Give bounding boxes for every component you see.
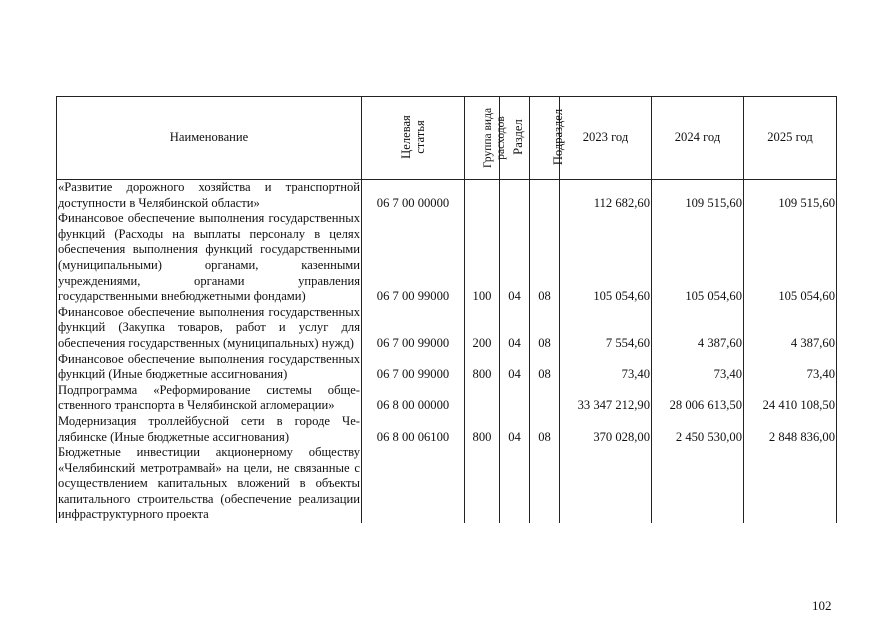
row-group: 100 xyxy=(465,211,500,305)
row-target: 06 8 00 00000 xyxy=(362,383,465,414)
row-name: Модернизация троллейбусной сети в городе Челябинске (Иные бюджетные ассигнования) xyxy=(58,413,360,444)
row-group: 200 xyxy=(465,305,500,352)
row-target: 06 7 00 99000 xyxy=(362,305,465,352)
row-2024: 28 006 613,50 xyxy=(652,383,744,414)
row-2023: 7 554,60 xyxy=(560,305,652,352)
row-name: Финансовое обеспечение выполнения государственных функций (Закупка товаров, работ и услуг для обеспечения государственных (муниципальных) нужд) xyxy=(58,304,360,350)
row-name: Бюджетные инвестиции акционерному обществу «Челябинский метротрамвай» на цели, не связанные с осуществлением капитальных вложений в объекты капитального строительства (обеспечение реализации инфраструктурного проекта xyxy=(58,445,360,522)
row-2023: 105 054,60 xyxy=(560,211,652,305)
table-row xyxy=(57,180,837,212)
table-row xyxy=(57,414,837,445)
table-row xyxy=(57,352,837,383)
row-subsection: 08 xyxy=(530,305,560,352)
row-2024: 2 450 530,00 xyxy=(652,414,744,445)
row-target: 06 8 00 06100 xyxy=(362,414,465,445)
row-2023: 33 347 212,90 xyxy=(560,383,652,414)
row-group: 800 xyxy=(465,414,500,445)
row-2025 xyxy=(744,445,837,523)
table-row xyxy=(57,305,837,352)
row-2025: 105 054,60 xyxy=(744,211,837,305)
row-2024: 109 515,60 xyxy=(652,180,744,212)
row-2023: 73,40 xyxy=(560,352,652,383)
row-target: 06 7 00 99000 xyxy=(362,352,465,383)
row-target: 06 7 00 99000 xyxy=(362,211,465,305)
header-expense-group: Группа вида расходов xyxy=(465,97,500,180)
header-2025: 2025 год xyxy=(744,97,837,180)
row-name: «Развитие дорожного хозяйства и транспортной доступности в Челябинской области» xyxy=(58,180,360,210)
row-2023: 112 682,60 xyxy=(560,180,652,212)
row-name: Финансовое обеспечение выполнения государственных функций (Расходы на выплаты персоналу в целях обеспечения выполнения функций государственными (муниципальными) органами, казенными учреждениями, органами управления государственными внебюджетными фондами) xyxy=(58,211,360,304)
row-target xyxy=(362,445,465,523)
row-2023 xyxy=(560,445,652,523)
budget-table xyxy=(56,96,837,523)
header-section: Раздел xyxy=(500,97,530,180)
header-name: Наименование xyxy=(57,97,362,180)
row-subsection: 08 xyxy=(530,211,560,305)
row-2024 xyxy=(652,445,744,523)
row-section xyxy=(500,180,530,212)
row-group xyxy=(465,445,500,523)
row-target: 06 7 00 00000 xyxy=(362,180,465,212)
table-row xyxy=(57,211,837,305)
row-2025: 2 848 836,00 xyxy=(744,414,837,445)
row-subsection xyxy=(530,445,560,523)
row-group xyxy=(465,180,500,212)
row-2023: 370 028,00 xyxy=(560,414,652,445)
row-2024: 73,40 xyxy=(652,352,744,383)
row-2025: 109 515,60 xyxy=(744,180,837,212)
header-target-article: Целевая статья xyxy=(362,97,465,180)
table-row xyxy=(57,445,837,523)
row-subsection: 08 xyxy=(530,414,560,445)
row-section: 04 xyxy=(500,211,530,305)
page-number: 102 xyxy=(812,598,832,613)
row-group: 800 xyxy=(465,352,500,383)
row-2025: 4 387,60 xyxy=(744,305,837,352)
row-subsection xyxy=(530,180,560,212)
row-2024: 4 387,60 xyxy=(652,305,744,352)
row-2025: 73,40 xyxy=(744,352,837,383)
row-name: Подпрограмма «Реформирование системы общественного транспорта в Челябинской агломерации» xyxy=(58,382,360,413)
header-2024: 2024 год xyxy=(652,97,744,180)
header-2023: 2023 год xyxy=(560,97,652,180)
row-subsection: 08 xyxy=(530,352,560,383)
row-section: 04 xyxy=(500,414,530,445)
row-name: Финансовое обеспечение выполнения государственных функций (Иные бюджетные ассигнования) xyxy=(58,351,360,382)
row-section: 04 xyxy=(500,305,530,352)
header-subsection: Подраздел xyxy=(530,97,560,180)
row-group xyxy=(465,383,500,414)
table-row xyxy=(57,383,837,414)
row-section: 04 xyxy=(500,352,530,383)
row-2024: 105 054,60 xyxy=(652,211,744,305)
table-header-row xyxy=(57,97,837,180)
row-subsection xyxy=(530,383,560,414)
row-section xyxy=(500,445,530,523)
row-2025: 24 410 108,50 xyxy=(744,383,837,414)
row-section xyxy=(500,383,530,414)
